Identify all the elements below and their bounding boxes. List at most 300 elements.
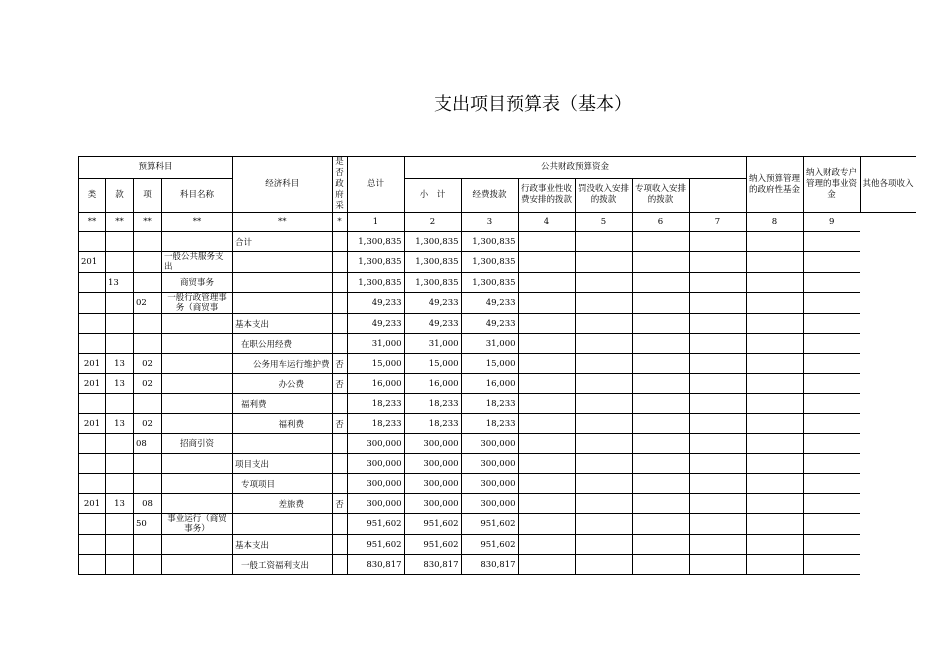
cell-subtotal: 300,000 <box>404 494 461 514</box>
cell-empty <box>518 252 575 273</box>
cell-kuan: 13 <box>106 494 134 514</box>
header-lei: 类 <box>79 178 106 212</box>
cell-empty <box>803 273 860 293</box>
cell-subtotal: 15,000 <box>404 354 461 374</box>
cell-empty <box>689 314 746 334</box>
cell-subtotal: 31,000 <box>404 334 461 354</box>
page-title <box>0 90 936 116</box>
cell-lei: 201 <box>79 494 106 514</box>
cell-empty <box>803 474 860 494</box>
cell-empty <box>689 334 746 354</box>
cell-kuan <box>106 334 134 354</box>
cell-empty <box>746 334 803 354</box>
cell-empty <box>575 474 632 494</box>
table-body <box>79 232 916 575</box>
cell-subject-name <box>162 555 233 575</box>
table-row <box>79 334 916 354</box>
cell-economic-subject: 在职公用经费 <box>233 334 333 354</box>
cell-empty <box>746 273 803 293</box>
cell-empty <box>632 535 689 555</box>
cell-gov-procurement <box>332 555 347 575</box>
table-row <box>79 454 916 474</box>
cell-total: 300,000 <box>347 494 404 514</box>
cell-empty <box>746 555 803 575</box>
cell-economic-subject: 福利费 <box>233 414 333 434</box>
cell-xiang <box>134 314 162 334</box>
cell-empty <box>803 555 860 575</box>
cell-xiang <box>134 535 162 555</box>
table-row <box>79 232 916 252</box>
cell-economic-subject: 基本支出 <box>233 535 333 555</box>
cell-subject-name <box>162 374 233 394</box>
cell-empty <box>689 535 746 555</box>
index-cell: ** <box>106 213 134 232</box>
cell-empty <box>575 434 632 454</box>
cell-empty <box>518 273 575 293</box>
cell-kuan <box>106 293 134 314</box>
cell-empty <box>689 514 746 535</box>
cell-empty <box>575 232 632 252</box>
index-cell: ** <box>162 213 233 232</box>
header-public-fund: 公共财政预算资金 <box>404 157 746 179</box>
cell-empty <box>746 354 803 374</box>
cell-empty <box>518 434 575 454</box>
cell-subtotal: 830,817 <box>404 555 461 575</box>
header-subject-name: 科目名称 <box>162 178 233 212</box>
table-row <box>79 514 916 535</box>
cell-empty <box>632 374 689 394</box>
cell-expense-alloc: 1,300,835 <box>461 252 518 273</box>
cell-economic-subject <box>233 434 333 454</box>
cell-lei <box>79 293 106 314</box>
cell-subtotal: 300,000 <box>404 454 461 474</box>
cell-lei: 201 <box>79 414 106 434</box>
cell-empty <box>632 454 689 474</box>
cell-gov-procurement: 否 <box>332 414 347 434</box>
header-gov-fund: 纳入预算管理的政府性基金 <box>746 157 803 213</box>
cell-kuan <box>106 535 134 555</box>
cell-lei: 201 <box>79 252 106 273</box>
cell-empty <box>689 434 746 454</box>
header-economic-subject: 经济科目 <box>233 157 333 213</box>
table-row <box>79 374 916 394</box>
cell-empty <box>803 494 860 514</box>
cell-empty <box>803 252 860 273</box>
table-row <box>79 394 916 414</box>
cell-subject-name <box>162 454 233 474</box>
cell-empty <box>575 454 632 474</box>
cell-total: 49,233 <box>347 293 404 314</box>
cell-expense-alloc: 49,233 <box>461 293 518 314</box>
cell-kuan <box>106 454 134 474</box>
cell-economic-subject: 差旅费 <box>233 494 333 514</box>
cell-xiang: 08 <box>134 434 162 454</box>
cell-subject-name: 一般公共服务支出 <box>162 252 233 273</box>
cell-kuan <box>106 314 134 334</box>
cell-empty <box>746 454 803 474</box>
cell-lei: 201 <box>79 374 106 394</box>
header-other-income: 其他各项收入 <box>860 157 916 213</box>
cell-xiang: 02 <box>134 374 162 394</box>
cell-empty <box>746 514 803 535</box>
cell-empty <box>803 514 860 535</box>
cell-gov-procurement <box>332 334 347 354</box>
cell-kuan <box>106 252 134 273</box>
cell-kuan <box>106 474 134 494</box>
cell-expense-alloc: 1,300,835 <box>461 232 518 252</box>
cell-empty <box>632 414 689 434</box>
cell-empty <box>803 334 860 354</box>
cell-subject-name <box>162 334 233 354</box>
cell-empty <box>689 252 746 273</box>
cell-subtotal: 1,300,835 <box>404 232 461 252</box>
cell-empty <box>746 535 803 555</box>
cell-kuan <box>106 394 134 414</box>
cell-expense-alloc: 15,000 <box>461 354 518 374</box>
cell-empty <box>518 334 575 354</box>
cell-economic-subject: 项目支出 <box>233 454 333 474</box>
cell-economic-subject <box>233 273 333 293</box>
cell-empty <box>518 514 575 535</box>
cell-empty <box>518 293 575 314</box>
cell-lei <box>79 555 106 575</box>
cell-subject-name <box>162 394 233 414</box>
cell-subject-name: 招商引资 <box>162 434 233 454</box>
cell-empty <box>632 314 689 334</box>
cell-gov-procurement <box>332 232 347 252</box>
cell-gov-procurement <box>332 394 347 414</box>
table-row <box>79 293 916 314</box>
cell-empty <box>575 394 632 414</box>
cell-subtotal: 951,602 <box>404 535 461 555</box>
cell-expense-alloc: 31,000 <box>461 334 518 354</box>
cell-subject-name <box>162 414 233 434</box>
cell-empty <box>746 252 803 273</box>
cell-xiang <box>134 474 162 494</box>
index-cell: 2 <box>404 213 461 232</box>
cell-subtotal: 951,602 <box>404 514 461 535</box>
cell-empty <box>689 474 746 494</box>
cell-empty <box>803 394 860 414</box>
index-cell: * <box>332 213 347 232</box>
cell-empty <box>575 314 632 334</box>
cell-empty <box>632 252 689 273</box>
cell-gov-procurement: 否 <box>332 374 347 394</box>
cell-kuan <box>106 232 134 252</box>
cell-subtotal: 49,233 <box>404 293 461 314</box>
cell-empty <box>803 374 860 394</box>
cell-subtotal: 300,000 <box>404 434 461 454</box>
cell-lei <box>79 314 106 334</box>
cell-kuan: 13 <box>106 414 134 434</box>
cell-economic-subject: 合计 <box>233 232 333 252</box>
cell-gov-procurement: 否 <box>332 354 347 374</box>
cell-empty <box>632 334 689 354</box>
cell-empty <box>632 514 689 535</box>
cell-xiang <box>134 273 162 293</box>
cell-empty <box>689 394 746 414</box>
header-subtotal: 小 计 <box>404 178 461 212</box>
table-row <box>79 555 916 575</box>
cell-empty <box>746 434 803 454</box>
header-fin-special: 纳入财政专户管理的事业资金 <box>803 157 860 213</box>
cell-empty <box>803 535 860 555</box>
cell-lei <box>79 334 106 354</box>
cell-total: 300,000 <box>347 454 404 474</box>
cell-total: 300,000 <box>347 474 404 494</box>
cell-total: 1,300,835 <box>347 252 404 273</box>
cell-empty <box>746 474 803 494</box>
cell-subtotal: 49,233 <box>404 314 461 334</box>
cell-subtotal: 18,233 <box>404 394 461 414</box>
cell-empty <box>518 314 575 334</box>
header-admin-fee: 行政事业性收费安排的拨款 <box>518 178 575 212</box>
cell-xiang <box>134 232 162 252</box>
cell-subject-name: 一般行政管理事务（商贸事 <box>162 293 233 314</box>
cell-subtotal: 18,233 <box>404 414 461 434</box>
cell-empty <box>689 273 746 293</box>
cell-economic-subject <box>233 514 333 535</box>
cell-empty <box>518 535 575 555</box>
title-text: 支出项目预算表（基本） <box>434 94 632 115</box>
cell-empty <box>803 434 860 454</box>
cell-total: 16,000 <box>347 374 404 394</box>
cell-xiang <box>134 454 162 474</box>
cell-lei <box>79 232 106 252</box>
cell-empty <box>689 555 746 575</box>
table-row <box>79 414 916 434</box>
cell-empty <box>575 334 632 354</box>
cell-empty <box>518 414 575 434</box>
cell-empty <box>575 514 632 535</box>
cell-subtotal: 300,000 <box>404 474 461 494</box>
cell-xiang: 02 <box>134 354 162 374</box>
index-cell: 5 <box>575 213 632 232</box>
table-row <box>79 535 916 555</box>
cell-empty <box>575 494 632 514</box>
cell-lei <box>79 535 106 555</box>
cell-empty <box>746 494 803 514</box>
index-row <box>79 213 916 232</box>
cell-empty <box>689 354 746 374</box>
cell-gov-procurement <box>332 434 347 454</box>
cell-total: 18,233 <box>347 394 404 414</box>
cell-empty <box>746 394 803 414</box>
cell-economic-subject: 办公费 <box>233 374 333 394</box>
table-row <box>79 494 916 514</box>
index-cell: ** <box>79 213 106 232</box>
cell-total: 951,602 <box>347 535 404 555</box>
cell-empty <box>575 273 632 293</box>
header-budget-subject: 预算科目 <box>79 157 233 179</box>
cell-xiang: 02 <box>134 293 162 314</box>
cell-expense-alloc: 300,000 <box>461 454 518 474</box>
index-cell: 7 <box>689 213 746 232</box>
cell-expense-alloc: 951,602 <box>461 535 518 555</box>
cell-economic-subject: 福利费 <box>233 394 333 414</box>
cell-xiang: 02 <box>134 414 162 434</box>
cell-empty <box>575 252 632 273</box>
cell-expense-alloc: 49,233 <box>461 314 518 334</box>
cell-economic-subject: 专项项目 <box>233 474 333 494</box>
cell-subject-name: 事业运行（商贸事务） <box>162 514 233 535</box>
cell-total: 18,233 <box>347 414 404 434</box>
header-expense-alloc: 经费拨款 <box>461 178 518 212</box>
cell-empty <box>632 474 689 494</box>
cell-empty <box>632 555 689 575</box>
cell-gov-procurement: 否 <box>332 494 347 514</box>
cell-empty <box>575 293 632 314</box>
cell-empty <box>689 232 746 252</box>
header-special-income: 专项收入安排的拨款 <box>632 178 689 212</box>
cell-empty <box>746 293 803 314</box>
cell-empty <box>575 535 632 555</box>
cell-subject-name <box>162 535 233 555</box>
table-row <box>79 354 916 374</box>
cell-lei: 201 <box>79 354 106 374</box>
cell-xiang <box>134 394 162 414</box>
cell-lei <box>79 394 106 414</box>
header-is-gov-procurement: 是否政府采 <box>332 157 347 213</box>
cell-empty <box>575 374 632 394</box>
cell-empty <box>575 354 632 374</box>
cell-subject-name <box>162 314 233 334</box>
cell-total: 31,000 <box>347 334 404 354</box>
cell-expense-alloc: 1,300,835 <box>461 273 518 293</box>
cell-empty <box>689 374 746 394</box>
cell-empty <box>746 374 803 394</box>
cell-total: 1,300,835 <box>347 232 404 252</box>
cell-expense-alloc: 830,817 <box>461 555 518 575</box>
table-row <box>79 314 916 334</box>
cell-economic-subject <box>233 252 333 273</box>
index-cell: 6 <box>632 213 689 232</box>
cell-empty <box>575 414 632 434</box>
table-row <box>79 474 916 494</box>
cell-expense-alloc: 300,000 <box>461 434 518 454</box>
index-cell: ** <box>134 213 162 232</box>
cell-empty <box>518 374 575 394</box>
header-total: 总计 <box>347 157 404 213</box>
cell-subject-name <box>162 232 233 252</box>
cell-empty <box>632 434 689 454</box>
cell-empty <box>518 494 575 514</box>
index-cell: 8 <box>746 213 803 232</box>
cell-xiang <box>134 252 162 273</box>
cell-empty <box>632 273 689 293</box>
cell-empty <box>689 293 746 314</box>
cell-empty <box>746 314 803 334</box>
cell-total: 1,300,835 <box>347 273 404 293</box>
cell-empty <box>518 232 575 252</box>
cell-empty <box>803 454 860 474</box>
cell-gov-procurement <box>332 474 347 494</box>
cell-empty <box>689 414 746 434</box>
cell-lei <box>79 514 106 535</box>
cell-gov-procurement <box>332 252 347 273</box>
cell-gov-procurement <box>332 273 347 293</box>
cell-empty <box>803 293 860 314</box>
cell-total: 951,602 <box>347 514 404 535</box>
cell-subject-name <box>162 494 233 514</box>
cell-subject-name <box>162 354 233 374</box>
cell-total: 830,817 <box>347 555 404 575</box>
cell-gov-procurement <box>332 535 347 555</box>
cell-expense-alloc: 951,602 <box>461 514 518 535</box>
table-row <box>79 273 916 293</box>
cell-xiang: 50 <box>134 514 162 535</box>
index-cell: 4 <box>518 213 575 232</box>
cell-empty <box>803 414 860 434</box>
cell-economic-subject: 一般工资福利支出 <box>233 555 333 575</box>
index-cell: ** <box>233 213 333 232</box>
cell-gov-procurement <box>332 314 347 334</box>
cell-subject-name: 商贸事务 <box>162 273 233 293</box>
cell-empty <box>803 314 860 334</box>
index-cell: 1 <box>347 213 404 232</box>
cell-xiang <box>134 555 162 575</box>
cell-empty <box>575 555 632 575</box>
cell-empty <box>518 394 575 414</box>
cell-kuan <box>106 434 134 454</box>
header-xiang: 项 <box>134 178 162 212</box>
cell-subtotal: 1,300,835 <box>404 273 461 293</box>
cell-empty <box>518 474 575 494</box>
cell-xiang <box>134 334 162 354</box>
table-row <box>79 252 916 273</box>
cell-empty <box>632 394 689 414</box>
cell-lei <box>79 434 106 454</box>
header-kuan: 款 <box>106 178 134 212</box>
cell-empty <box>518 354 575 374</box>
cell-empty <box>746 232 803 252</box>
cell-gov-procurement <box>332 514 347 535</box>
cell-expense-alloc: 18,233 <box>461 394 518 414</box>
cell-expense-alloc: 16,000 <box>461 374 518 394</box>
cell-expense-alloc: 300,000 <box>461 494 518 514</box>
cell-empty <box>632 232 689 252</box>
cell-empty <box>689 494 746 514</box>
cell-empty <box>803 232 860 252</box>
cell-kuan: 13 <box>106 273 134 293</box>
cell-economic-subject: 基本支出 <box>233 314 333 334</box>
cell-kuan: 13 <box>106 374 134 394</box>
cell-empty <box>518 555 575 575</box>
index-cell: 3 <box>461 213 518 232</box>
cell-total: 15,000 <box>347 354 404 374</box>
cell-gov-procurement <box>332 293 347 314</box>
cell-subtotal: 16,000 <box>404 374 461 394</box>
cell-economic-subject: 公务用车运行维护费 <box>233 354 333 374</box>
cell-lei <box>79 474 106 494</box>
cell-empty <box>746 414 803 434</box>
index-cell: 9 <box>803 213 860 232</box>
cell-empty <box>689 454 746 474</box>
cell-lei <box>79 273 106 293</box>
cell-total: 300,000 <box>347 434 404 454</box>
cell-total: 49,233 <box>347 314 404 334</box>
cell-empty <box>632 293 689 314</box>
cell-empty <box>632 354 689 374</box>
cell-kuan <box>106 514 134 535</box>
budget-table <box>78 156 916 575</box>
cell-subject-name <box>162 474 233 494</box>
cell-economic-subject <box>233 293 333 314</box>
cell-kuan: 13 <box>106 354 134 374</box>
cell-expense-alloc: 300,000 <box>461 474 518 494</box>
cell-lei <box>79 454 106 474</box>
cell-xiang: 08 <box>134 494 162 514</box>
